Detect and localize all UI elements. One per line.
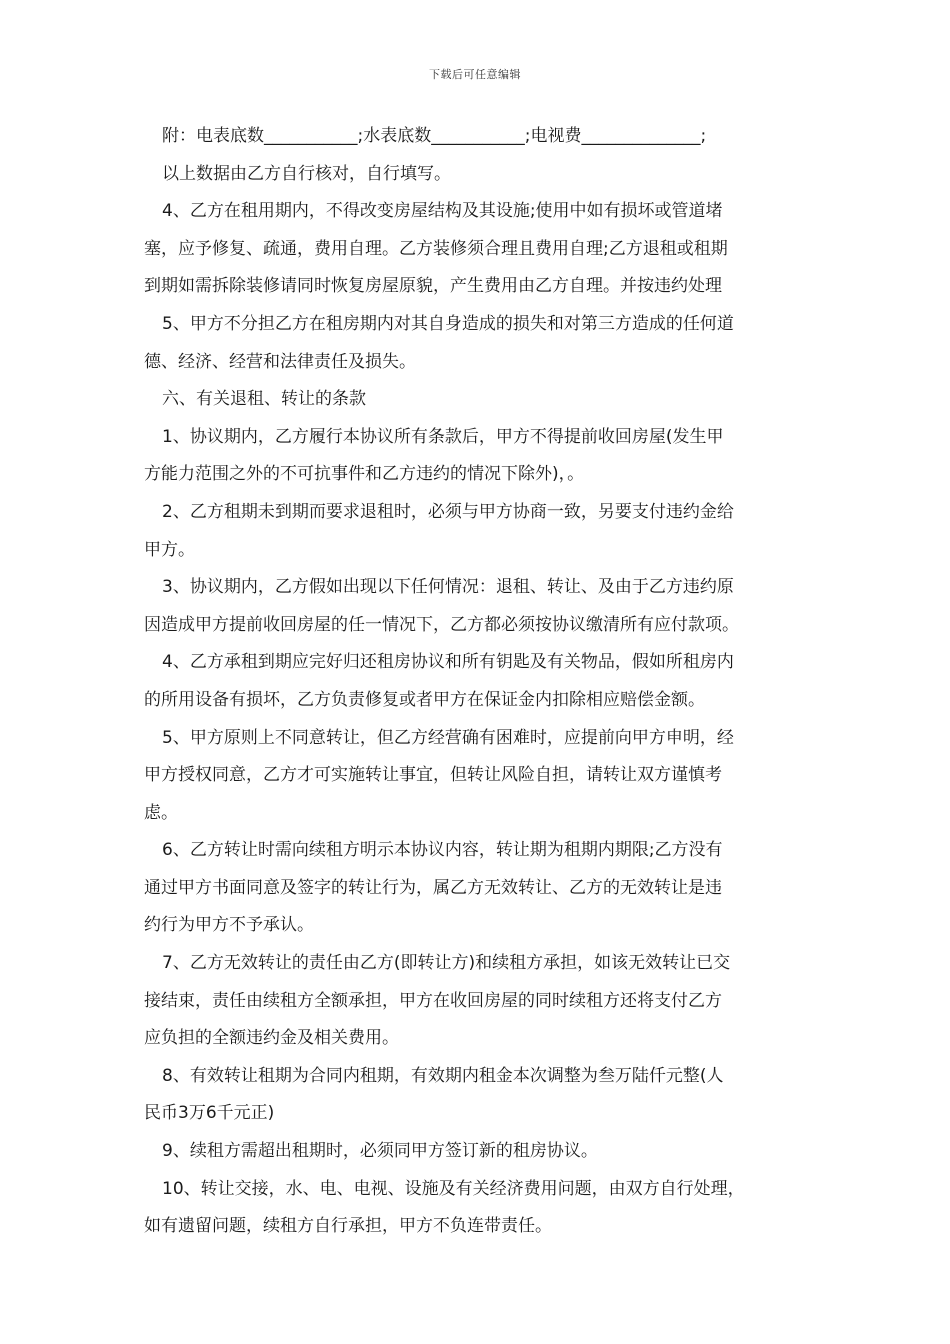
text-line: 的所用设备有损坏，乙方负责修复或者甲方在保证金内扣除相应赔偿金额。 — [144, 689, 705, 710]
text-line: 8、有效转让租期为合同内租期，有效期内租金本次调整为叁万陆仟元整(人 — [162, 1065, 724, 1086]
text-line: 应负担的全额违约金及相关费用。 — [144, 1028, 399, 1049]
text-line: 民币3万6千元正) — [144, 1103, 275, 1124]
text-line: 6、乙方转让时需向续租方明示本协议内容，转让期为租期内期限;乙方没有 — [162, 840, 723, 861]
text-line: 5、甲方原则上不同意转让，但乙方经营确有困难时，应提前向甲方申明，经 — [162, 727, 734, 748]
text-line: 通过甲方书面同意及签字的转让行为，属乙方无效转让、乙方的无效转让是违 — [144, 877, 722, 898]
text-line: 10、转让交接，水、电、电视、设施及有关经济费用问题，由双方自行处理， — [162, 1178, 745, 1199]
text-line: 约行为甲方不予承认。 — [144, 915, 314, 936]
text-line: 如有遗留问题，续租方自行承担，甲方不负连带责任。 — [144, 1216, 552, 1237]
document-body — [144, 118, 824, 1246]
text-line: 方能力范围之外的不可抗事件和乙方违约的情况下除外)，。 — [144, 464, 585, 485]
text-line: 附：电表底数___________;水表底数___________;电视费______________; — [162, 126, 707, 146]
text-line: 因造成甲方提前收回房屋的任一情况下，乙方都必须按协议缴清所有应付款项。 — [144, 614, 739, 635]
text-line: 虑。 — [144, 802, 178, 823]
text-line: 甲方授权同意，乙方才可实施转让事宜，但转让风险自担，请转让双方谨慎考 — [144, 765, 722, 786]
text-line: 9、续租方需超出租期时，必须同甲方签订新的租房协议。 — [162, 1141, 598, 1162]
text-line: 德、经济、经营和法律责任及损失。 — [144, 351, 416, 372]
text-line: 4、乙方在租用期内，不得改变房屋结构及其设施;使用中如有损坏或管道堵 — [162, 201, 723, 222]
text-line: 六、有关退租、转让的条款 — [162, 389, 366, 410]
text-line: 接结束，责任由续租方全额承担，甲方在收回房屋的同时续租方还将支付乙方 — [144, 990, 722, 1011]
text-line: 3、协议期内，乙方假如出现以下任何情况：退租、转让、及由于乙方违约原 — [162, 577, 734, 598]
page-header: 下载后可任意编辑 — [429, 68, 521, 81]
text-line: 塞，应予修复、疏通，费用自理。乙方装修须合理且费用自理;乙方退租或租期 — [144, 238, 728, 259]
text-line: 7、乙方无效转让的责任由乙方(即转让方)和续租方承担，如该无效转让已交 — [162, 953, 731, 974]
text-line: 甲方。 — [144, 539, 195, 560]
text-line: 2、乙方租期未到期而要求退租时，必须与甲方协商一致，另要支付违约金给 — [162, 501, 734, 522]
text-line: 以上数据由乙方自行核对，自行填写。 — [162, 163, 451, 184]
text-line: 1、协议期内，乙方履行本协议所有条款后，甲方不得提前收回房屋(发生甲 — [162, 426, 724, 447]
text-line: 5、甲方不分担乙方在租房期内对其自身造成的损失和对第三方造成的任何道 — [162, 313, 734, 334]
text-line: 到期如需拆除装修请同时恢复房屋原貌，产生费用由乙方自理。并按违约处理 — [144, 276, 722, 297]
text-line: 4、乙方承租到期应完好归还租房协议和所有钥匙及有关物品，假如所租房内 — [162, 652, 734, 673]
